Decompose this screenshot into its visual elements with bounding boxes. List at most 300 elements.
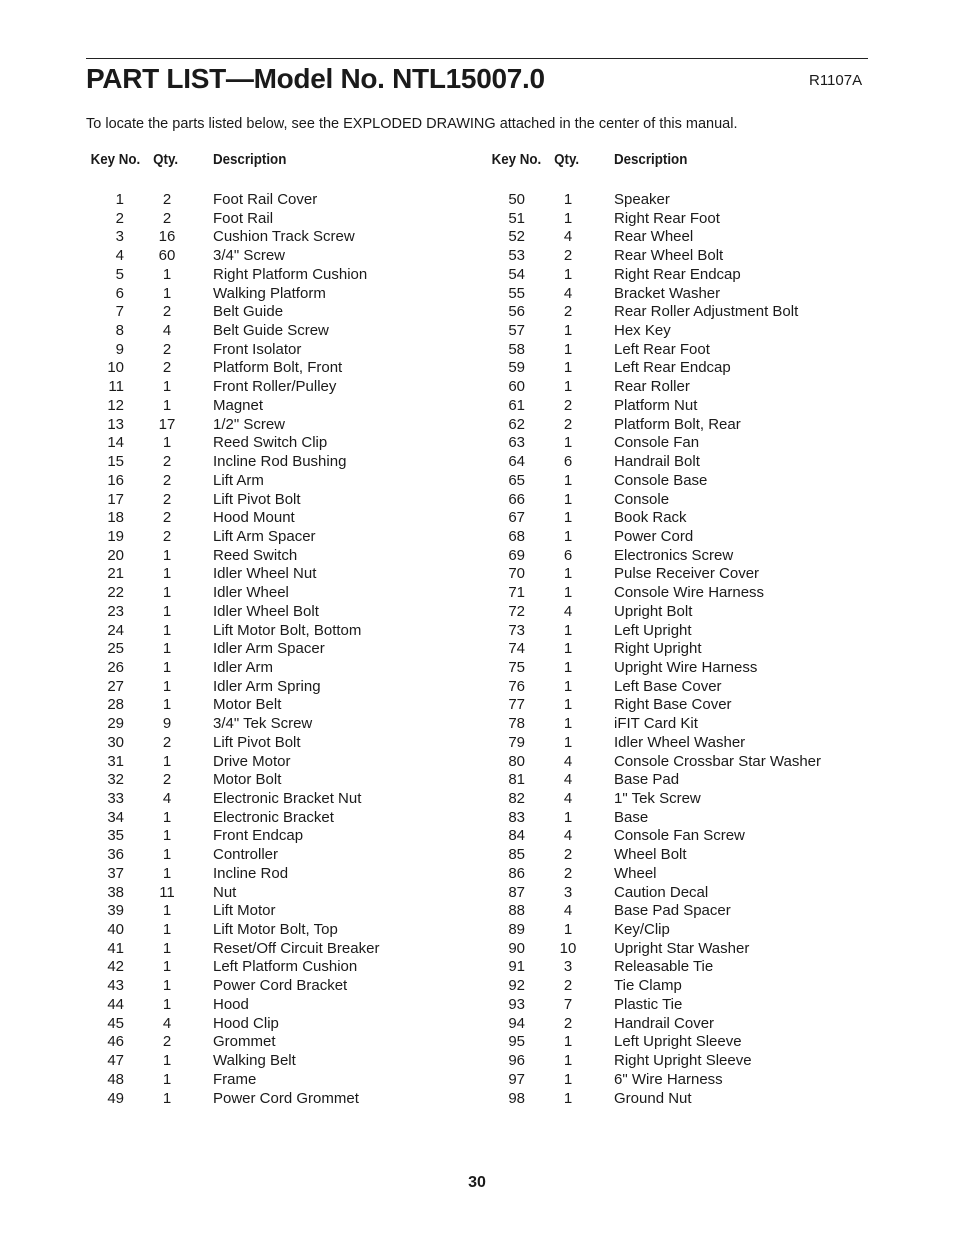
part-description: Idler Wheel Washer bbox=[614, 733, 746, 751]
part-description: Platform Bolt, Rear bbox=[614, 415, 741, 433]
part-description: Idler Wheel Bolt bbox=[213, 602, 319, 620]
part-qty: 10 bbox=[559, 939, 577, 957]
part-description: 1/2" Screw bbox=[213, 415, 286, 433]
part-key-no: 98 bbox=[508, 1089, 525, 1107]
part-qty: 1 bbox=[162, 396, 172, 414]
part-row bbox=[487, 846, 847, 865]
part-row bbox=[86, 1090, 446, 1109]
part-key-no: 33 bbox=[107, 790, 124, 807]
part-description: Left Upright bbox=[614, 621, 692, 639]
part-key-no: 67 bbox=[508, 509, 525, 527]
part-key-no: 68 bbox=[508, 527, 525, 545]
part-row bbox=[487, 940, 847, 959]
part-key-no: 87 bbox=[508, 883, 525, 901]
part-qty: 16 bbox=[158, 228, 176, 246]
part-key-no: 17 bbox=[107, 490, 124, 508]
part-key-no: 3 bbox=[115, 228, 124, 246]
part-qty: 1 bbox=[563, 1033, 573, 1051]
part-description: Base bbox=[614, 808, 649, 826]
part-row bbox=[86, 565, 446, 584]
part-row bbox=[86, 827, 446, 846]
part-key-no: 12 bbox=[107, 396, 124, 414]
part-key-no: 27 bbox=[107, 677, 124, 695]
part-description: Foot Rail bbox=[213, 209, 274, 227]
header-qty: Qty. bbox=[153, 152, 179, 168]
part-qty: 3 bbox=[563, 883, 573, 901]
part-qty: 1 bbox=[563, 340, 573, 358]
part-key-no: 22 bbox=[107, 584, 124, 602]
part-qty: 1 bbox=[162, 640, 172, 658]
part-description: Hex Key bbox=[614, 322, 671, 340]
column-header bbox=[487, 152, 818, 176]
part-key-no: 6 bbox=[115, 284, 124, 302]
part-key-no: 20 bbox=[107, 546, 124, 564]
part-qty: 2 bbox=[563, 303, 573, 321]
part-key-no: 28 bbox=[107, 696, 124, 714]
part-key-no: 61 bbox=[508, 396, 525, 414]
part-key-no: 4 bbox=[115, 247, 124, 265]
part-row bbox=[86, 416, 446, 435]
part-row bbox=[487, 902, 847, 921]
part-row bbox=[487, 884, 847, 903]
part-description: Left Rear Foot bbox=[614, 340, 710, 358]
part-qty: 2 bbox=[162, 1033, 172, 1051]
part-qty: 2 bbox=[162, 191, 172, 208]
part-row bbox=[86, 678, 446, 697]
part-qty: 1 bbox=[162, 902, 172, 920]
part-description: Left Rear Endcap bbox=[614, 359, 731, 377]
part-qty: 1 bbox=[563, 509, 573, 527]
part-description: Lift Motor Bolt, Bottom bbox=[213, 621, 362, 639]
part-qty: 1 bbox=[162, 378, 172, 396]
part-description: Lift Pivot Bolt bbox=[213, 733, 301, 751]
part-row bbox=[86, 247, 446, 266]
part-qty: 1 bbox=[162, 752, 172, 770]
part-key-no: 92 bbox=[508, 977, 525, 995]
part-key-no: 19 bbox=[107, 527, 124, 545]
document-code: R1107A bbox=[809, 72, 863, 89]
header-qty: Qty. bbox=[554, 152, 580, 168]
part-description: Releasable Tie bbox=[614, 958, 714, 976]
part-key-no: 82 bbox=[508, 790, 525, 807]
part-key-no: 81 bbox=[508, 771, 525, 789]
part-row bbox=[487, 678, 847, 697]
part-description: Rear Wheel bbox=[614, 228, 694, 246]
part-row bbox=[86, 359, 446, 378]
part-qty: 2 bbox=[563, 864, 573, 882]
part-description: Base Pad bbox=[614, 771, 680, 789]
part-row bbox=[487, 247, 847, 266]
part-row bbox=[86, 528, 446, 547]
part-qty: 1 bbox=[162, 846, 172, 864]
part-qty: 1 bbox=[162, 995, 172, 1013]
part-key-no: 80 bbox=[508, 752, 525, 770]
part-key-no: 21 bbox=[107, 565, 124, 583]
part-description: 6" Wire Harness bbox=[614, 1070, 723, 1088]
header-description: Description bbox=[212, 152, 287, 168]
part-qty: 2 bbox=[162, 359, 172, 377]
part-qty: 1 bbox=[563, 434, 573, 452]
part-qty: 1 bbox=[162, 1089, 172, 1107]
part-description: Idler Arm bbox=[213, 658, 274, 676]
part-key-no: 88 bbox=[508, 902, 525, 920]
part-row bbox=[487, 453, 847, 472]
part-qty: 2 bbox=[563, 247, 573, 265]
part-description: 3/4" Screw bbox=[213, 247, 286, 265]
part-key-no: 31 bbox=[107, 752, 124, 770]
part-row bbox=[86, 434, 446, 453]
part-description: Front Roller/Pulley bbox=[213, 378, 337, 396]
part-row bbox=[487, 622, 847, 641]
part-description: Platform Bolt, Front bbox=[213, 359, 343, 377]
part-row bbox=[487, 547, 847, 566]
part-row bbox=[86, 266, 446, 285]
part-key-no: 52 bbox=[508, 228, 525, 246]
part-qty: 4 bbox=[162, 790, 172, 807]
part-row bbox=[86, 977, 446, 996]
part-qty: 7 bbox=[563, 995, 573, 1013]
part-qty: 1 bbox=[563, 696, 573, 714]
part-description: Frame bbox=[213, 1070, 257, 1088]
part-qty: 11 bbox=[159, 883, 175, 901]
part-key-no: 40 bbox=[107, 921, 124, 939]
part-description: Electronic Bracket Nut bbox=[213, 790, 362, 807]
part-key-no: 41 bbox=[107, 939, 124, 957]
part-key-no: 25 bbox=[107, 640, 124, 658]
part-key-no: 79 bbox=[508, 733, 525, 751]
part-row bbox=[487, 565, 847, 584]
part-row bbox=[86, 322, 446, 341]
part-description: Console Fan bbox=[614, 434, 700, 452]
part-key-no: 78 bbox=[508, 715, 525, 733]
part-row bbox=[487, 977, 847, 996]
part-key-no: 7 bbox=[115, 303, 124, 321]
part-row bbox=[86, 1015, 446, 1034]
part-key-no: 36 bbox=[107, 846, 124, 864]
part-key-no: 97 bbox=[508, 1070, 525, 1088]
part-description: Rear Wheel Bolt bbox=[614, 247, 724, 265]
part-description: Wheel Bolt bbox=[614, 846, 687, 864]
part-row bbox=[86, 1052, 446, 1071]
part-description: Lift Arm bbox=[213, 471, 264, 489]
part-description: Upright Bolt bbox=[614, 602, 693, 620]
part-qty: 60 bbox=[158, 247, 176, 265]
part-qty: 2 bbox=[162, 527, 172, 545]
part-qty: 1 bbox=[563, 471, 573, 489]
part-qty: 9 bbox=[162, 715, 172, 733]
part-description: Reset/Off Circuit Breaker bbox=[213, 939, 380, 957]
part-qty: 2 bbox=[563, 1014, 573, 1032]
part-description: Console Wire Harness bbox=[614, 584, 765, 602]
part-key-no: 9 bbox=[115, 340, 124, 358]
part-description: Walking Belt bbox=[213, 1052, 296, 1070]
part-key-no: 72 bbox=[508, 602, 525, 620]
part-key-no: 35 bbox=[107, 827, 124, 845]
part-qty: 1 bbox=[563, 584, 573, 602]
part-description: Speaker bbox=[614, 191, 670, 208]
part-key-no: 96 bbox=[508, 1052, 525, 1070]
part-row bbox=[86, 397, 446, 416]
part-qty: 4 bbox=[563, 602, 573, 620]
part-qty: 2 bbox=[162, 340, 172, 358]
part-description: Electronics Screw bbox=[614, 546, 734, 564]
part-row bbox=[86, 790, 446, 809]
part-description: Reed Switch Clip bbox=[213, 434, 328, 452]
part-description: Right Rear Foot bbox=[614, 209, 720, 227]
part-row bbox=[487, 640, 847, 659]
part-row bbox=[86, 584, 446, 603]
part-qty: 2 bbox=[563, 396, 573, 414]
part-key-no: 94 bbox=[508, 1014, 525, 1032]
part-description: Hood Mount bbox=[213, 509, 295, 527]
part-description: Upright Star Washer bbox=[614, 939, 750, 957]
part-description: Upright Wire Harness bbox=[614, 658, 758, 676]
part-row bbox=[487, 827, 847, 846]
part-description: Nut bbox=[213, 883, 237, 901]
part-key-no: 63 bbox=[508, 434, 525, 452]
part-row bbox=[487, 734, 847, 753]
part-description: Bracket Washer bbox=[614, 284, 721, 302]
part-row bbox=[487, 1015, 847, 1034]
part-description: Lift Motor Bolt, Top bbox=[213, 921, 338, 939]
part-description: Power Cord bbox=[614, 527, 694, 545]
part-description: Rear Roller Adjustment Bolt bbox=[614, 303, 799, 321]
part-row bbox=[487, 921, 847, 940]
part-description: Foot Rail Cover bbox=[213, 191, 318, 208]
part-key-no: 2 bbox=[115, 209, 124, 227]
part-row bbox=[487, 1052, 847, 1071]
part-qty: 1 bbox=[162, 434, 172, 452]
part-row bbox=[487, 359, 847, 378]
part-row bbox=[487, 285, 847, 304]
part-qty: 1 bbox=[563, 265, 573, 283]
part-key-no: 62 bbox=[508, 415, 525, 433]
part-qty: 1 bbox=[563, 1089, 573, 1107]
part-qty: 1 bbox=[563, 378, 573, 396]
part-description: Power Cord Grommet bbox=[213, 1089, 359, 1107]
part-qty: 4 bbox=[563, 790, 573, 807]
part-row bbox=[487, 191, 847, 210]
part-row bbox=[487, 266, 847, 285]
part-description: Left Platform Cushion bbox=[213, 958, 358, 976]
part-description: 3/4" Tek Screw bbox=[213, 715, 313, 733]
part-qty: 2 bbox=[162, 303, 172, 321]
part-row bbox=[487, 715, 847, 734]
part-row bbox=[86, 341, 446, 360]
part-qty: 1 bbox=[162, 958, 172, 976]
part-row bbox=[487, 322, 847, 341]
part-row bbox=[487, 434, 847, 453]
part-description: Drive Motor bbox=[213, 752, 291, 770]
part-description: Motor Bolt bbox=[213, 771, 282, 789]
part-key-no: 93 bbox=[508, 995, 525, 1013]
part-qty: 1 bbox=[563, 527, 573, 545]
part-qty: 1 bbox=[162, 1070, 172, 1088]
part-qty: 1 bbox=[563, 1052, 573, 1070]
part-description: Left Upright Sleeve bbox=[614, 1033, 742, 1051]
part-key-no: 60 bbox=[508, 378, 525, 396]
part-key-no: 13 bbox=[107, 415, 124, 433]
part-qty: 1 bbox=[563, 640, 573, 658]
part-description: Tie Clamp bbox=[614, 977, 682, 995]
part-qty: 6 bbox=[563, 453, 573, 471]
part-row bbox=[487, 865, 847, 884]
part-qty: 2 bbox=[563, 415, 573, 433]
part-qty: 1 bbox=[563, 191, 573, 208]
part-row bbox=[86, 1033, 446, 1052]
part-key-no: 37 bbox=[107, 864, 124, 882]
part-description: Motor Belt bbox=[213, 696, 282, 714]
part-key-no: 10 bbox=[107, 359, 124, 377]
part-description: Reed Switch bbox=[213, 546, 298, 564]
part-qty: 3 bbox=[563, 958, 573, 976]
part-row bbox=[487, 809, 847, 828]
part-qty: 4 bbox=[563, 827, 573, 845]
part-key-no: 15 bbox=[107, 453, 124, 471]
part-qty: 2 bbox=[162, 471, 172, 489]
part-key-no: 56 bbox=[508, 303, 525, 321]
part-key-no: 29 bbox=[107, 715, 124, 733]
part-qty: 1 bbox=[563, 808, 573, 826]
part-row bbox=[86, 659, 446, 678]
part-description: Right Base Cover bbox=[614, 696, 732, 714]
part-qty: 4 bbox=[162, 1014, 172, 1032]
part-key-no: 58 bbox=[508, 340, 525, 358]
part-row bbox=[86, 491, 446, 510]
part-description: Lift Arm Spacer bbox=[213, 527, 316, 545]
part-description: Idler Arm Spacer bbox=[213, 640, 325, 658]
part-key-no: 23 bbox=[107, 602, 124, 620]
part-key-no: 53 bbox=[508, 247, 525, 265]
part-row bbox=[86, 996, 446, 1015]
part-row bbox=[487, 958, 847, 977]
part-description: Grommet bbox=[213, 1033, 276, 1051]
header-description: Description bbox=[613, 152, 688, 168]
part-key-no: 77 bbox=[508, 696, 525, 714]
part-key-no: 49 bbox=[107, 1089, 124, 1107]
part-qty: 1 bbox=[563, 565, 573, 583]
part-description: Idler Wheel Nut bbox=[213, 565, 317, 583]
part-row bbox=[86, 210, 446, 229]
part-description: Console Base bbox=[614, 471, 708, 489]
parts-list-right bbox=[487, 191, 847, 1108]
part-key-no: 59 bbox=[508, 359, 525, 377]
part-qty: 1 bbox=[162, 696, 172, 714]
part-key-no: 76 bbox=[508, 677, 525, 695]
part-qty: 4 bbox=[563, 228, 573, 246]
part-description: Ground Nut bbox=[614, 1089, 692, 1107]
part-row bbox=[86, 902, 446, 921]
part-key-no: 64 bbox=[508, 453, 525, 471]
part-qty: 1 bbox=[563, 490, 573, 508]
part-key-no: 90 bbox=[508, 939, 525, 957]
part-qty: 6 bbox=[563, 546, 573, 564]
part-key-no: 14 bbox=[107, 434, 124, 452]
page-number: 30 bbox=[468, 1174, 486, 1191]
part-row bbox=[86, 509, 446, 528]
part-key-no: 86 bbox=[508, 864, 525, 882]
part-row bbox=[487, 210, 847, 229]
part-qty: 1 bbox=[162, 827, 172, 845]
part-qty: 2 bbox=[162, 453, 172, 471]
part-qty: 1 bbox=[162, 546, 172, 564]
part-row bbox=[487, 509, 847, 528]
part-row bbox=[487, 416, 847, 435]
header-key-no: Key No. bbox=[90, 152, 141, 168]
part-row bbox=[487, 303, 847, 322]
part-description: Controller bbox=[213, 846, 279, 864]
part-row bbox=[487, 996, 847, 1015]
part-qty: 1 bbox=[563, 322, 573, 340]
part-row bbox=[86, 696, 446, 715]
part-row bbox=[487, 1090, 847, 1109]
part-row bbox=[86, 753, 446, 772]
part-qty: 1 bbox=[162, 284, 172, 302]
part-description: Pulse Receiver Cover bbox=[614, 565, 760, 583]
part-description: Caution Decal bbox=[614, 883, 709, 901]
part-key-no: 46 bbox=[107, 1033, 124, 1051]
part-key-no: 91 bbox=[508, 958, 525, 976]
part-key-no: 42 bbox=[107, 958, 124, 976]
part-qty: 17 bbox=[158, 415, 176, 433]
part-qty: 1 bbox=[162, 565, 172, 583]
part-row bbox=[86, 622, 446, 641]
part-description: Handrail Bolt bbox=[614, 453, 700, 471]
part-qty: 1 bbox=[162, 602, 172, 620]
part-row bbox=[487, 659, 847, 678]
part-key-no: 50 bbox=[508, 191, 525, 208]
part-row bbox=[487, 341, 847, 360]
part-row bbox=[86, 884, 446, 903]
part-qty: 4 bbox=[563, 284, 573, 302]
part-row bbox=[86, 771, 446, 790]
part-description: Base Pad Spacer bbox=[614, 902, 731, 920]
part-qty: 1 bbox=[162, 265, 172, 283]
part-description: Front Endcap bbox=[213, 827, 304, 845]
part-key-no: 18 bbox=[107, 509, 124, 527]
part-qty: 2 bbox=[162, 509, 172, 527]
parts-list-left bbox=[86, 191, 446, 1108]
part-row bbox=[487, 753, 847, 772]
part-row bbox=[86, 303, 446, 322]
part-row bbox=[86, 472, 446, 491]
part-key-no: 48 bbox=[107, 1070, 124, 1088]
part-key-no: 85 bbox=[508, 846, 525, 864]
part-row bbox=[487, 696, 847, 715]
part-row bbox=[86, 940, 446, 959]
part-row bbox=[86, 865, 446, 884]
part-qty: 4 bbox=[563, 752, 573, 770]
part-row bbox=[487, 472, 847, 491]
part-qty: 1 bbox=[162, 864, 172, 882]
part-row bbox=[487, 1071, 847, 1090]
part-key-no: 45 bbox=[107, 1014, 124, 1032]
part-row bbox=[487, 228, 847, 247]
part-key-no: 70 bbox=[508, 565, 525, 583]
part-qty: 4 bbox=[563, 902, 573, 920]
part-qty: 1 bbox=[162, 977, 172, 995]
part-row bbox=[487, 528, 847, 547]
part-row bbox=[86, 453, 446, 472]
part-qty: 1 bbox=[563, 621, 573, 639]
part-row bbox=[487, 1033, 847, 1052]
part-key-no: 55 bbox=[508, 284, 525, 302]
part-key-no: 1 bbox=[115, 191, 124, 208]
part-key-no: 43 bbox=[107, 977, 124, 995]
part-qty: 1 bbox=[162, 921, 172, 939]
part-description: Front Isolator bbox=[213, 340, 302, 358]
part-qty: 1 bbox=[563, 658, 573, 676]
